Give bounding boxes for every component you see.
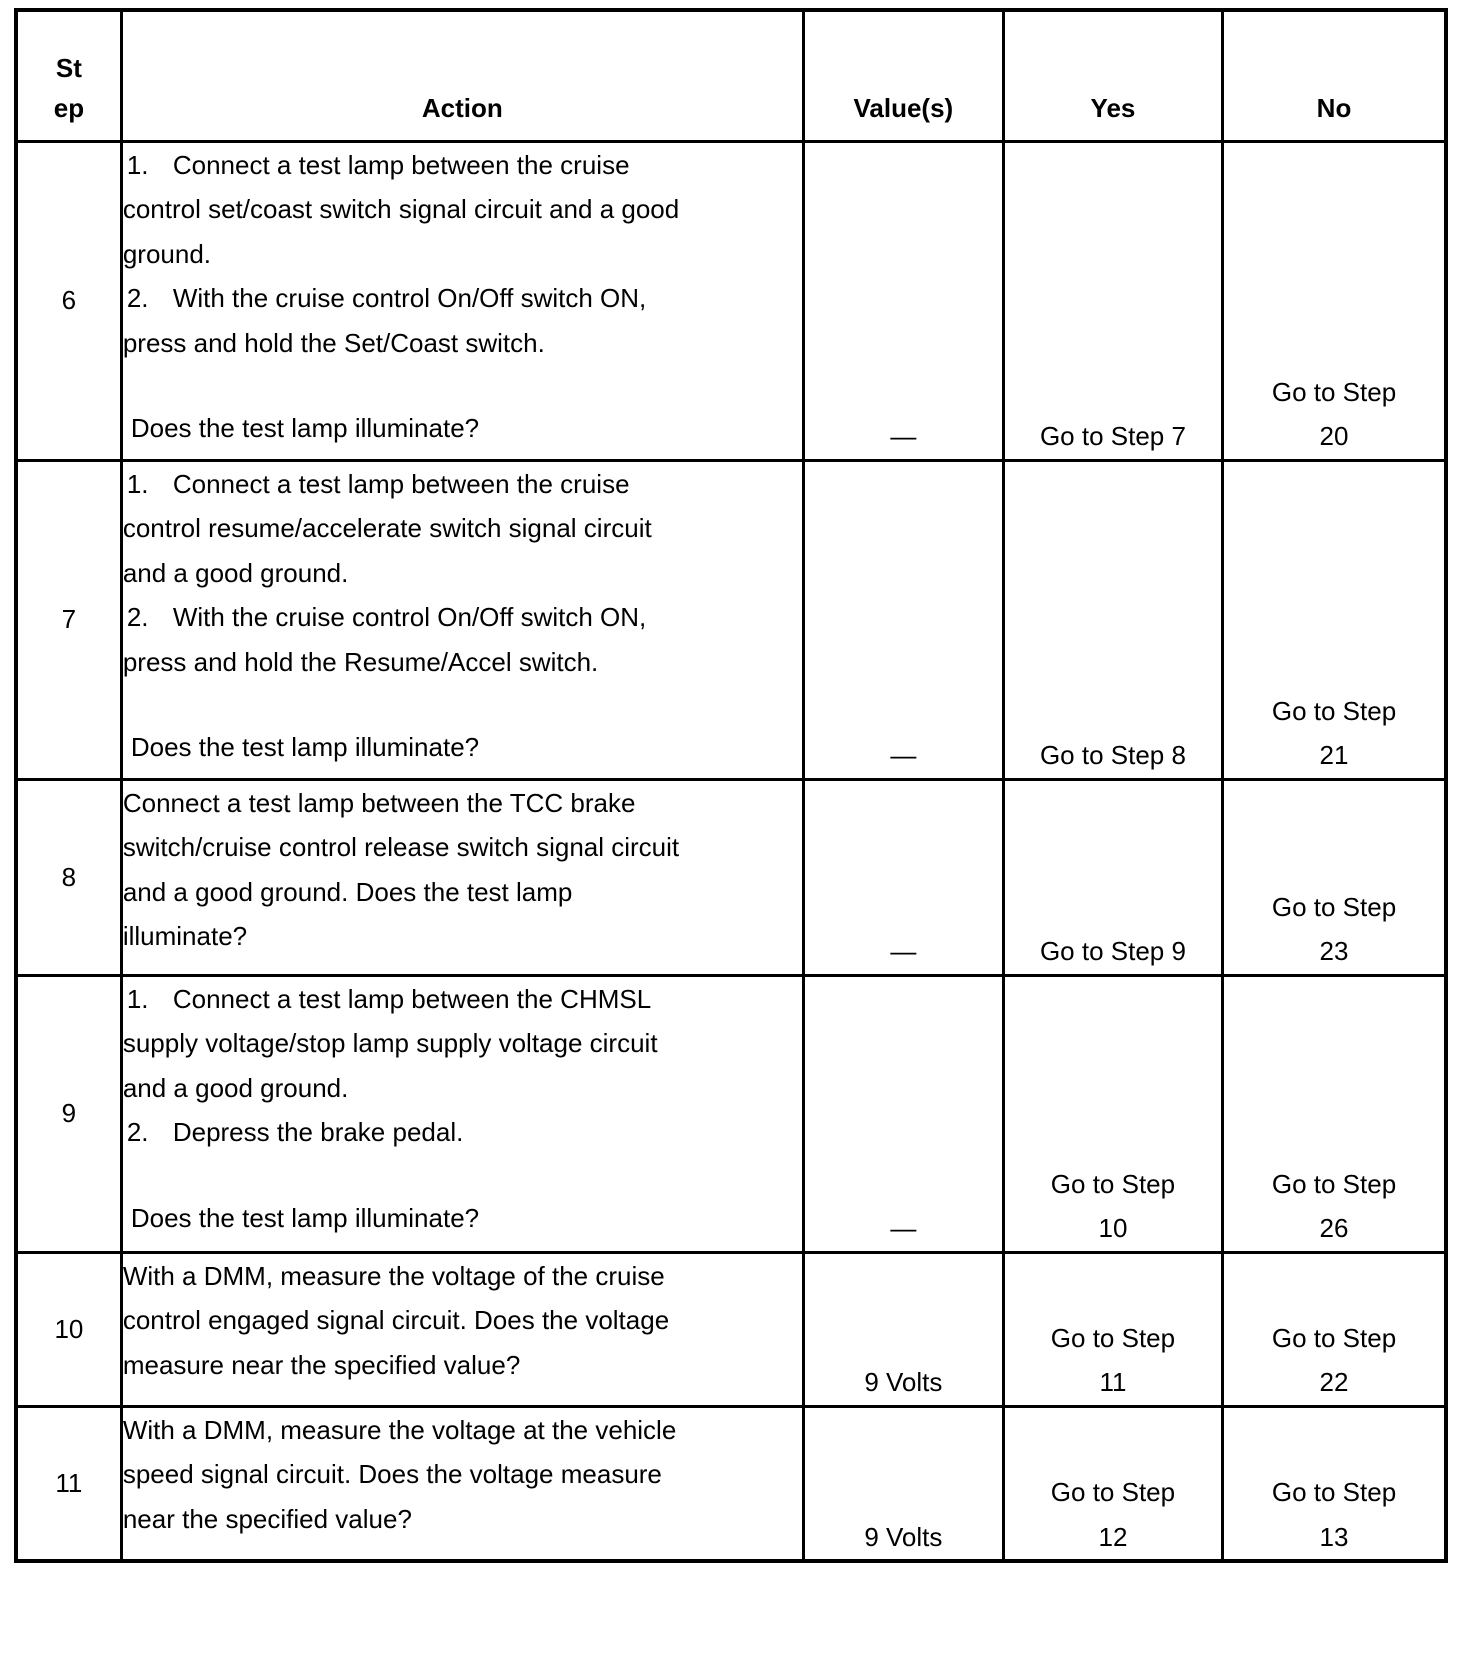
table-row <box>16 1252 1446 1406</box>
action-question: Does the test lamp illuminate? <box>130 1202 480 1233</box>
yes-text: 12 <box>1098 1521 1128 1552</box>
action-step-number: 1. <box>126 468 149 499</box>
yes-text: Go to Step <box>1050 1477 1176 1507</box>
no-text: Go to Step <box>1271 1168 1397 1199</box>
action-step-text: With the cruise control On/Off switch ON, <box>172 283 647 313</box>
action-line: control resume/accelerate switch signal circuit <box>122 513 652 543</box>
step-number: 10 <box>16 1252 121 1406</box>
no-text: Go to Step <box>1271 891 1397 922</box>
action-line: ground. <box>122 238 212 269</box>
action-line <box>123 977 802 1022</box>
yes-cell <box>1003 1252 1222 1406</box>
action-question: Does the test lamp illuminate? <box>130 732 480 762</box>
action-line: control engaged signal circuit. Does the voltage <box>122 1305 670 1335</box>
table-row <box>16 1406 1446 1561</box>
no-text: 23 <box>1319 936 1349 966</box>
step-number: 8 <box>16 779 121 975</box>
yes-text: Go to Step <box>1050 1168 1176 1199</box>
no-cell <box>1223 1406 1446 1561</box>
step-header-line-1: St <box>55 52 82 83</box>
table-row <box>16 460 1446 779</box>
step-number: 9 <box>16 975 121 1252</box>
yes-cell <box>1003 779 1222 975</box>
action-line: control set/coast switch signal circuit and a good <box>122 194 680 224</box>
action-step-text: Depress the brake pedal. <box>172 1117 464 1147</box>
action-step-text: With the cruise control On/Off switch ON, <box>172 602 647 632</box>
no-text: 20 <box>1319 421 1349 451</box>
step-number: 11 <box>16 1406 121 1561</box>
no-text: Go to Step <box>1271 695 1397 726</box>
action-step-number: 1. <box>126 149 149 180</box>
action-line <box>123 1110 802 1155</box>
action-line <box>123 276 802 321</box>
action-line: With a DMM, measure the voltage at the vehicle <box>122 1414 677 1445</box>
value-cell: — <box>803 779 1003 975</box>
no-text: 22 <box>1319 1367 1349 1397</box>
action-spacer <box>123 684 802 725</box>
action-spacer <box>123 365 802 406</box>
no-cell <box>1223 779 1446 975</box>
yes-text: 10 <box>1098 1213 1128 1243</box>
step-number: 6 <box>16 141 121 460</box>
action-line: illuminate? <box>122 921 248 951</box>
action-cell <box>121 1252 803 1406</box>
values-header: Value(s) <box>803 10 1003 141</box>
no-cell <box>1223 1252 1446 1406</box>
no-cell <box>1223 460 1446 779</box>
action-cell <box>121 460 803 779</box>
action-question: Does the test lamp illuminate? <box>130 413 480 443</box>
table-row <box>16 975 1446 1252</box>
header-row <box>16 10 1446 141</box>
no-text: Go to Step <box>1271 1477 1397 1507</box>
no-cell <box>1223 141 1446 460</box>
value-cell: — <box>803 141 1003 460</box>
yes-cell <box>1003 141 1222 460</box>
yes-text: Go to Step <box>1050 1322 1176 1353</box>
action-line: and a good ground. <box>122 1072 349 1103</box>
yes-text: Go to Step 8 <box>1039 740 1186 770</box>
action-cell <box>121 141 803 460</box>
action-line: and a good ground. <box>122 557 349 588</box>
action-step-number: 2. <box>126 1117 149 1147</box>
diagnostic-table <box>14 8 1448 1563</box>
step-number: 7 <box>16 460 121 779</box>
action-step-number: 1. <box>126 983 149 1014</box>
yes-cell <box>1003 460 1222 779</box>
yes-cell <box>1003 1406 1222 1561</box>
action-spacer <box>123 1155 802 1196</box>
step-header-line-2: ep <box>53 92 85 123</box>
action-step-number: 2. <box>126 602 149 632</box>
action-line: and a good ground. Does the test lamp <box>122 876 573 907</box>
value-cell: 9 Volts <box>803 1252 1003 1406</box>
action-step-number: 2. <box>126 283 149 313</box>
action-line: measure near the specified value? <box>122 1349 521 1380</box>
action-line: speed signal circuit. Does the voltage measure <box>122 1459 662 1489</box>
yes-text: Go to Step 9 <box>1039 936 1186 966</box>
no-cell <box>1223 975 1446 1252</box>
action-line: Connect a test lamp between the TCC brake <box>122 787 636 818</box>
value-cell: 9 Volts <box>803 1406 1003 1561</box>
action-cell <box>121 779 803 975</box>
action-step-text: Connect a test lamp between the CHMSL <box>172 983 652 1014</box>
yes-text: Go to Step 7 <box>1039 421 1186 451</box>
no-text: Go to Step <box>1271 1322 1397 1353</box>
no-text: Go to Step <box>1271 376 1397 407</box>
table-body <box>16 141 1446 1561</box>
action-line: near the specified value? <box>122 1503 412 1534</box>
yes-cell <box>1003 975 1222 1252</box>
value-cell: — <box>803 460 1003 779</box>
action-line: press and hold the Resume/Accel switch. <box>122 646 599 677</box>
step-header <box>16 10 121 141</box>
action-line: switch/cruise control release switch signal circuit <box>122 832 680 862</box>
action-step-text: Connect a test lamp between the cruise <box>172 468 630 499</box>
action-line <box>123 143 802 188</box>
value-cell: — <box>803 975 1003 1252</box>
no-text: 26 <box>1319 1213 1349 1243</box>
action-line <box>123 595 802 640</box>
yes-text: 11 <box>1099 1367 1127 1397</box>
table-row <box>16 141 1446 460</box>
action-header: Action <box>121 10 803 141</box>
no-text: 13 <box>1319 1521 1349 1552</box>
action-cell <box>121 975 803 1252</box>
yes-header: Yes <box>1003 10 1222 141</box>
no-header: No <box>1223 10 1446 141</box>
action-step-text: Connect a test lamp between the cruise <box>172 149 630 180</box>
action-line <box>123 462 802 507</box>
action-cell <box>121 1406 803 1561</box>
action-line: With a DMM, measure the voltage of the cruise <box>122 1260 665 1291</box>
action-line: press and hold the Set/Coast switch. <box>122 327 545 358</box>
table-row <box>16 779 1446 975</box>
no-text: 21 <box>1319 740 1349 770</box>
action-line: supply voltage/stop lamp supply voltage circuit <box>122 1028 658 1058</box>
